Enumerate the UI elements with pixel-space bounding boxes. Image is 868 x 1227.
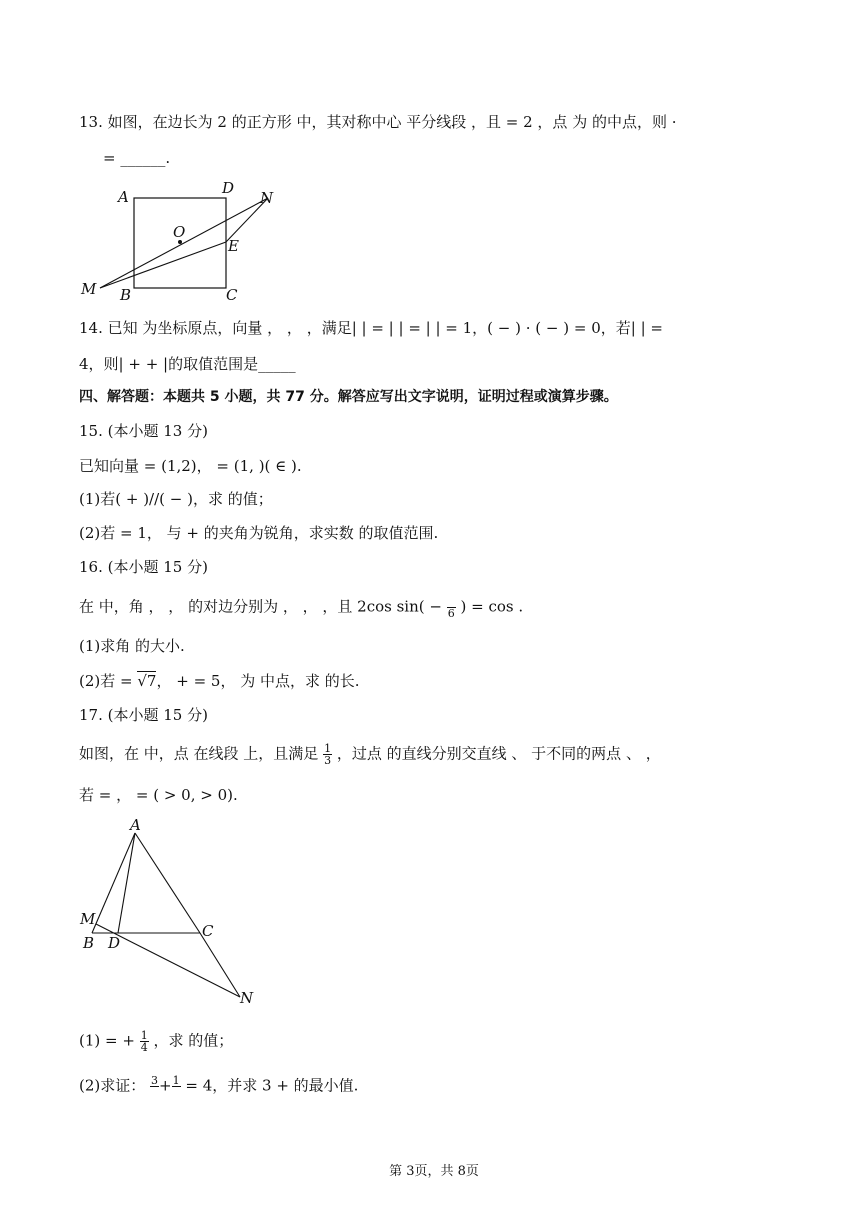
label-b: B [120, 286, 132, 304]
segment-mn [100, 198, 268, 288]
label-d: D [108, 934, 121, 952]
q16-part1: (1)求角 的大小. [79, 637, 185, 655]
q17-stem-a: 如图，在 中，点 在线段 上，且满足 [79, 744, 319, 763]
label-b: B [83, 934, 95, 952]
label-a: A [118, 188, 129, 206]
label-m: M [81, 280, 97, 298]
q17-part2-a: (2)求证： [79, 1076, 146, 1095]
label-d: D [222, 179, 235, 197]
q16-part2-a: (2)若 = [79, 672, 138, 690]
q17-stem-fraction: $\frac{1}{3}$ [324, 742, 332, 767]
q17-part2-fraction-2: 1 [172, 1074, 180, 1087]
q17-part2-fraction-1: 3 [151, 1074, 159, 1087]
label-c: C [226, 286, 238, 304]
q17-part1-b: ，求 的值； [153, 1031, 234, 1050]
q17-stem2: 若 = ， = ( > 0, > 0). [79, 786, 238, 804]
segment-ac [135, 833, 200, 933]
label-n: N [240, 989, 254, 1007]
q16-stem [79, 596, 523, 619]
q15-part2: (2)若 = 1， 与 + 的夹角为锐角，求实数 的取值范围. [79, 524, 439, 542]
label-a: A [130, 816, 141, 834]
q17-part2-b: = 4，并求 3 + 的最小值. [185, 1076, 359, 1095]
q16-sqrt-value: 7 [146, 672, 157, 690]
q17-head: 17. (本小题 15 分) [79, 706, 208, 724]
q17-figure [78, 817, 268, 1007]
q16-head: 16. (本小题 15 分) [79, 558, 208, 576]
q15-head: 15. (本小题 13 分) [79, 422, 208, 440]
label-e: E [228, 237, 239, 255]
label-o: O [173, 223, 186, 241]
q15-part1: (1)若( + )//( − )，求 的值； [79, 490, 273, 508]
q17-part1 [79, 1030, 233, 1053]
q16-stem-b: ) = cos . [460, 597, 524, 616]
q16-stem-fraction: 6 [447, 596, 456, 619]
label-n: N [260, 189, 274, 207]
segment-ad [118, 833, 135, 933]
q13-line1: 13. 如图，在边长为 2 的正方形 中，其对称中心 平分线段 ，且 = 2 ，点 为 的中点，则 · [79, 113, 677, 131]
page-footer: 第 3页，共 8页 [389, 1164, 479, 1179]
q17-part1-a: (1) = + [79, 1031, 135, 1050]
q16-part2-b: ， + = 5， 为 中点，求 的长. [156, 672, 360, 690]
q17-stem [79, 743, 661, 766]
q14-line1: 14. 已知 为坐标原点，向量 ， ， ，满足| | = | | = | | = 1，( − ) · ( − ) = 0，若| | = [79, 319, 663, 337]
q13-figure [78, 179, 278, 304]
q17-stem-b: ，过点 的直线分别交直线 、 于不同的两点 、 ， [336, 744, 661, 763]
q17-part2: (2)求证： 3 + 1 = 4，并求 3 + 的最小值. [79, 1075, 358, 1098]
label-c: C [202, 922, 214, 940]
q17-part1-fraction: $\frac{1}{4}$ [140, 1029, 148, 1054]
section-4-heading: 四、解答题：本题共 5 小题，共 77 分。解答应写出文字说明，证明过程或演算步骤。 [79, 389, 618, 405]
segment-ab [92, 833, 135, 933]
q15-stem: 已知向量 = (1,2)， = (1, )( ∈ ). [79, 457, 302, 475]
label-m: M [80, 910, 96, 928]
q13-line2: = ______. [103, 149, 171, 167]
q16-part2: (2)若 = √7， + = 5， 为 中点，求 的长. [79, 672, 360, 690]
q16-stem-a: 在 中，角 ， ， 的对边分别为 ， ， ，且 2cos sin( − [79, 597, 442, 616]
q14-line2: 4，则| + + |的取值范围是_____ [79, 355, 296, 373]
segment-me [100, 242, 226, 288]
